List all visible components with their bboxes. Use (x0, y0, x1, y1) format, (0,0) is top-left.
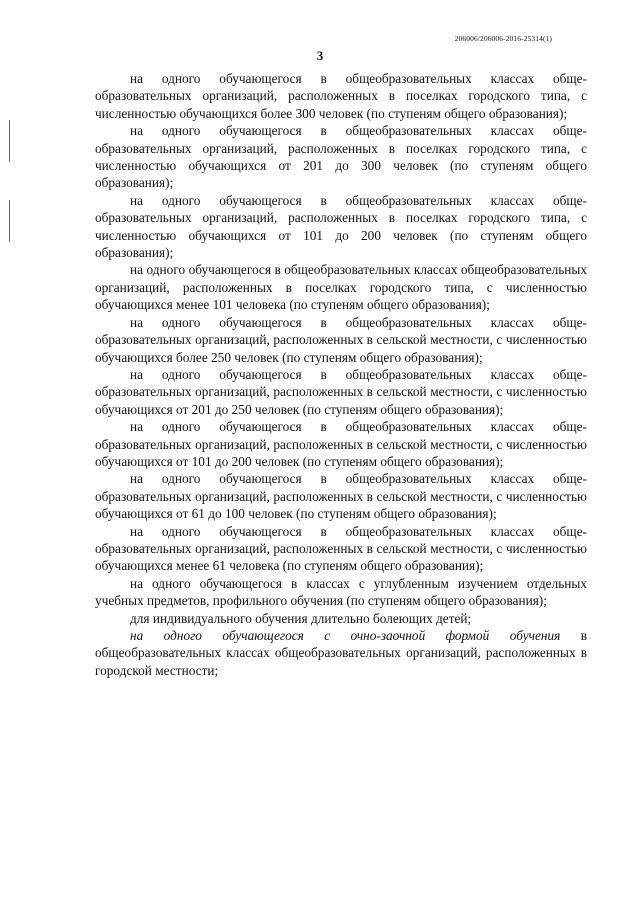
paragraph: на одного обучающегося в общеобразовательных классах обще-образовательных организаций, расположенных в сельской местности, с численностью обучающихся от 61 до 100 человек (по ступеням общего образования); (95, 471, 587, 522)
paragraph (95, 627, 587, 679)
paragraph: на одного обучающегося в общеобразовательных классах обще-образовательных организаций, расположенных в сельской местности, с численностью обучающихся от 101 до 200 человек (по ступеням общего образования); (95, 419, 587, 469)
paragraph-italic-lead: на одного обучающегося с очно-заочной формой обучения (130, 628, 561, 643)
paragraph: на одного обучающегося в общеобразовательных классах обще-образовательных организаций, расположенных в поселках городского типа, с численностью обучающихся от 101 до 200 человек (по ступеням общего образования); (95, 192, 587, 261)
paragraph-text: в общеобразовательных классах общеобразовательных организаций, расположенных в городской местности; (95, 628, 587, 678)
margin-mark-bottom (9, 200, 10, 242)
paragraph: на одного обучающегося в общеобразовательных классах обще-образовательных организаций, расположенных в поселках городского типа, с численностью обучающихся более 300 человек (по ступеням общего образования); (95, 71, 587, 121)
document-body (95, 70, 587, 679)
paragraph: на одного обучающегося в общеобразовательных классах обще-образовательных организаций, расположенных в сельской местности, с численностью обучающихся более 250 человек (по ступеням общего образования); (95, 314, 587, 365)
margin-mark-top (9, 120, 10, 162)
paragraph: на одного обучающегося в общеобразовательных классах обще-образовательных организаций, расположенных в сельской местности, с численностью обучающихся менее 61 человека (по ступеням общего образования); (95, 523, 587, 574)
paragraph: на одного обучающегося в классах с углубленным изучением отдельных учебных предметов, профильного обучения (по ступеням общего образования); (95, 575, 587, 609)
document-id: 206006/206006-2016-25314(1) (454, 34, 552, 43)
paragraph: для индивидуального обучения длительно болеющих детей; (130, 610, 472, 626)
page-number: 3 (316, 48, 324, 63)
paragraph: на одного обучающегося в общеобразовательных классах обще-образовательных организаций, расположенных в сельской местности, с численностью обучающихся от 201 до 250 человек (по ступеням общего образования); (95, 366, 587, 417)
paragraph: на одного обучающегося в общеобразовательных классах общеобразовательных организаций, расположенных в поселках городского типа, с численностью обучающихся менее 101 человека (по ступеням общего образования); (95, 262, 587, 313)
paragraph: на одного обучающегося в общеобразовательных классах обще-образовательных организаций, расположенных в поселках городского типа, с численностью обучающихся от 201 до 300 человек (по ступеням общего образования); (95, 123, 587, 191)
